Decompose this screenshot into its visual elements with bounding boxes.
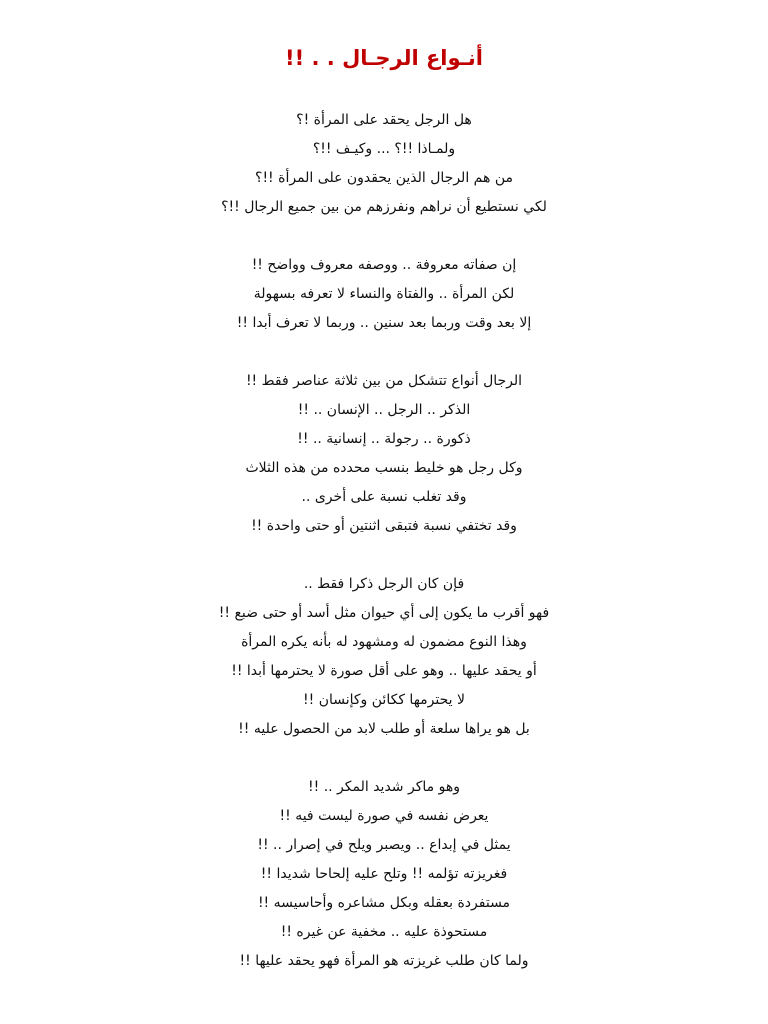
- text-line: ولما كان طلب غريزته هو المرأة فهو يحقد عليها !!: [239, 953, 529, 969]
- paragraph-spacer: [0, 222, 768, 251]
- text-line: وقد تختفي نسبة فتبقى اثنتين أو حتى واحدة !!: [251, 518, 517, 534]
- text-line: إن صفاته معروفة .. ووصفه معروف وواضح !!: [251, 257, 517, 273]
- text-line: ولمـاذا !!؟ ... وكيـف !!؟: [312, 141, 456, 157]
- text-line: بل هو يراها سلعة أو طلب لابد من الحصول عليه !!: [238, 721, 530, 737]
- text-line: وكل رجل هو خليط بنسب محدده من هذه الثلاث: [245, 460, 523, 476]
- text-line: فهو أقرب ما يكون إلى أي حيوان مثل أسد أو حتى ضبع !!: [218, 605, 550, 621]
- text-line: فغريزته تؤلمه !! وتلح عليه إلحاحا شديدا !!: [260, 866, 508, 882]
- text-line: وهذا النوع مضمون له ومشهود له بأنه يكره المرأة: [241, 634, 527, 650]
- text-line: الذكر .. الرجل .. الإنسان .. !!: [297, 402, 471, 418]
- text-line: لكن المرأة .. والفتاة والنساء لا تعرفه بسهولة: [253, 286, 515, 302]
- text-line: يمثل في إبداع .. ويصبر ويلح في إصرار .. !!: [257, 837, 511, 853]
- text-line: وهو ماكر شديد المكر .. !!: [308, 779, 460, 795]
- text-line: أو يحقد عليها .. وهو على أقل صورة لا يحترمها أبدا !!: [231, 663, 537, 679]
- text-line: يعرض نفسه في صورة ليست فيه !!: [279, 808, 489, 824]
- page-title: أنـواع الرجـال . . !!: [285, 46, 483, 70]
- article-body: [0, 106, 768, 976]
- text-line: مستفردة بعقله وبكل مشاعره وأحاسيسه !!: [257, 895, 511, 911]
- paragraph-spacer: [0, 541, 768, 570]
- text-line: وقد تغلب نسبة على أخرى ..: [301, 489, 467, 505]
- text-line: إلا بعد وقت وربما بعد سنين .. وربما لا تعرف أبدا !!: [236, 315, 532, 331]
- paragraph-spacer: [0, 744, 768, 773]
- text-line: الرجال أنواع تتشكل من بين ثلاثة عناصر فقط !!: [245, 373, 523, 389]
- text-line: ذكورة .. رجولة .. إنسانية .. !!: [297, 431, 471, 447]
- text-line: هل الرجل يحقد على المرأة !؟: [296, 112, 472, 128]
- text-line: فإن كان الرجل ذكرا فقط ..: [303, 576, 465, 592]
- text-line: مستحوذة عليه .. مخفية عن غيره !!: [280, 924, 488, 940]
- paragraph-spacer: [0, 338, 768, 367]
- text-line: لا يحترمها ككائن وكإنسان !!: [303, 692, 465, 708]
- text-line: لكي نستطيع أن نراهم ونفرزهم من بين جميع الرجال !!؟: [221, 199, 547, 215]
- text-line: من هم الرجال الذين يحقدون على المرأة !!؟: [255, 170, 513, 186]
